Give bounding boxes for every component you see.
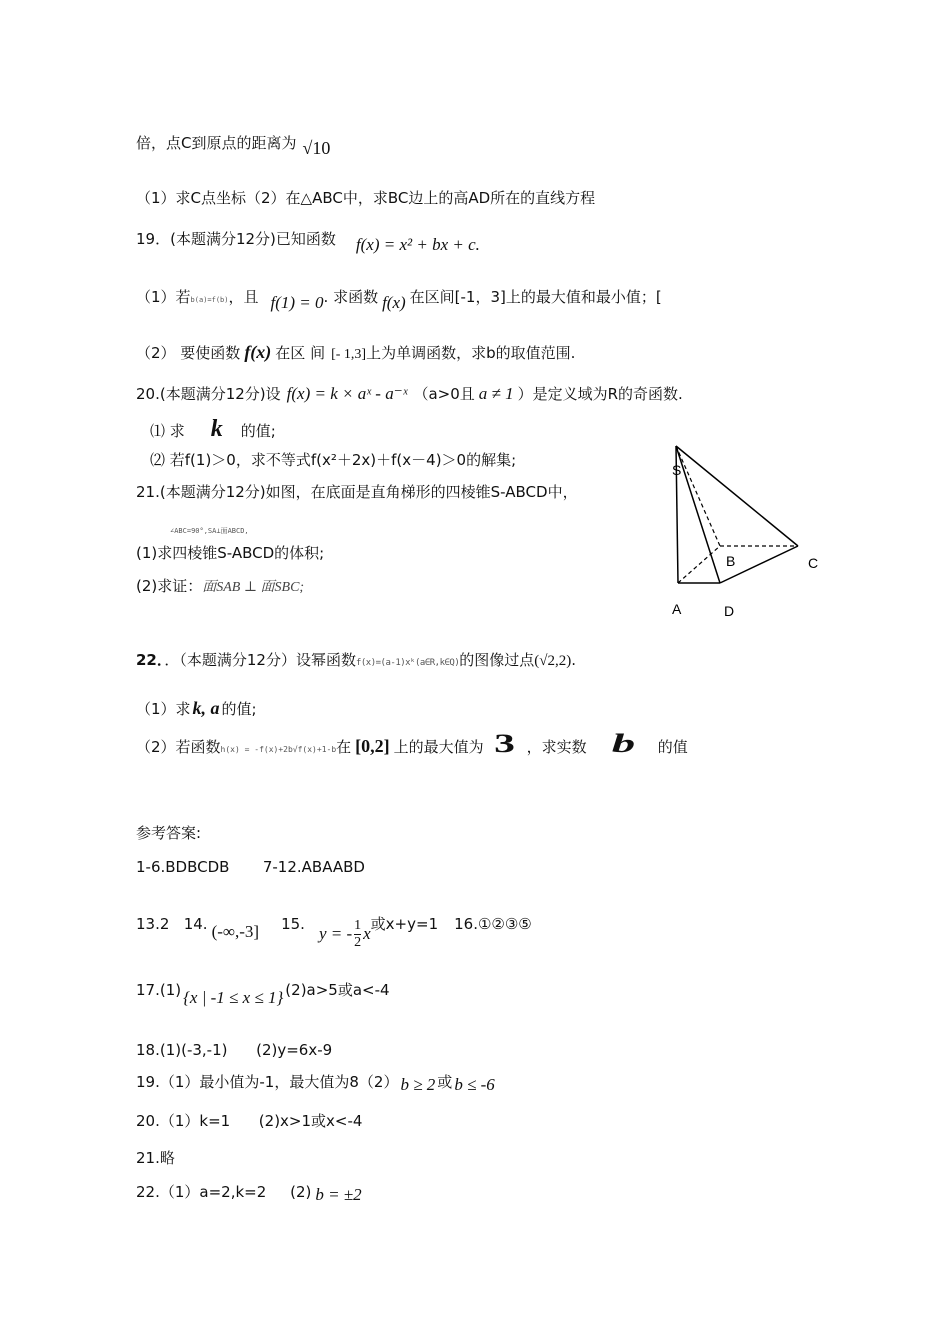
q22-title-a: ．（本题满分12分）设幂函数 [164,651,356,669]
q20-title-c: ）是定义域为R的奇函数. [517,385,683,403]
q21-part1: (1)求四棱锥S-ABCD的体积; [136,544,325,562]
q22-part2 [136,729,688,760]
q20-title [136,384,683,404]
q21-part2 [136,576,304,598]
q21-condition-image [170,518,249,541]
answer-17-b: (2)a>5或a<-4 [285,981,390,999]
q22-p1-a: （1）求 [136,700,191,718]
q22-point: (√2,2) [534,653,572,669]
q21-p2-math: 面SAB ⊥ 面SBC; [202,580,305,595]
answer-15-b: 或x+y=1 [370,915,439,933]
q18-parts: （1）求C点坐标（2）在△ABC中，求BC边上的高AD所在的直线方程 [136,189,596,207]
answer-22-m: b = ±2 [315,1185,362,1204]
q22-p1-vars: k, a [192,698,220,718]
q22-p2-interval: [0,2] [355,736,390,756]
answer-18: 18.(1)(-3,-1) (2)y=6x-9 [136,1041,333,1059]
q19-part1 [136,287,662,310]
q18-cont-text: 倍，点C到原点的距离为 [136,134,297,152]
q22-p2-a: （2）若函数 [136,738,221,756]
q20-title-b: （a>0且 [413,385,475,403]
q22-p2-three: 3 [493,729,515,758]
label-C: C [808,555,819,571]
q20-part1 [150,416,276,442]
q19-p1-d: 在区间[-1，3]上的最大值和最小值；[ [409,288,662,306]
label-S: S [672,462,682,478]
q20-p1-a: ⑴ 求 [150,422,185,440]
answer-22-a: 22.（1）a=2,k=2 (2) [136,1183,312,1201]
label-D: D [724,603,735,619]
answer-20: 20.（1）k=1 (2)x>1或x<-4 [136,1112,363,1130]
answer-13-14: 13.2 14. [136,915,208,933]
answer-19-m1: b ≥ 2 [400,1075,436,1094]
answer-15-fraction [354,918,361,951]
answer-15-den: 2 [354,935,362,950]
answers-1-12: 1-6.BDBCDB 7-12.ABAABD [136,858,365,876]
q22-title-c: . [571,651,577,669]
q22-func-image: f(x)=(a-1)xᵏ(a∈R,k∈Q) [355,658,460,668]
q20-p1-b: 的值; [240,422,276,440]
q20-title-a: 20.(本题满分12分)设 [136,385,281,403]
answer-15-num: 1 [354,918,362,933]
q20-k: k [210,416,223,442]
q22-p2-b-var: b [611,729,635,758]
q19-title [136,229,480,254]
answer-19-m2: b ≤ -6 [454,1075,495,1094]
edge-SD [676,446,720,583]
q22-p2-b: 在 [336,738,352,756]
q22-p2-func-image: h(x) = -f(x)+2b√f(x)+1-b [220,745,337,754]
answer-15-label: 15. [281,915,305,933]
edge-SC [676,446,798,546]
answers-13-16 [136,908,532,950]
answer-19 [136,1072,495,1092]
q21-p2-a: (2)求证： [136,577,203,595]
q19-p2-interval: [- 1,3] [331,347,367,362]
q19-p2-fx: f(x) [244,342,272,362]
q18-continuation [136,132,331,158]
q19-p1-fx: f(x) [382,293,406,312]
answer-15-x: x [363,924,371,943]
q21-cond-img: ∠ABC=90°,SA⊥面ABCD, [170,527,249,535]
q19-p2-c: 上为单调函数，求b的取值范围. [366,344,576,362]
q19-title-text: 19．(本题满分12分)已知函数 [136,230,336,248]
q19-function: f(x) = x² + bx + c. [355,235,480,254]
answer-17-a: 17.(1) [136,981,182,999]
q22-title [136,650,576,673]
answer-15-eq: y = - [318,924,353,943]
pyramid-figure [660,440,820,625]
q19-p1-a: （1）若 [136,288,191,306]
answer-14-math: (-∞,-3] [211,922,260,941]
answer-17 [136,980,390,1007]
q22-p2-d: ，求实数 [526,738,587,756]
q22-num: 22． [136,651,165,669]
label-A: A [672,601,682,617]
q19-p1-b: ，且 [228,288,259,306]
q19-p2-b: 在区 间 [275,344,326,362]
q22-title-b: 的图像过点 [459,651,535,669]
q19-part2 [136,342,575,365]
q19-p1-condition-image: b(a)=f(b) [190,296,229,304]
q19-p1-c: . 求函数 [323,288,379,306]
q22-part1 [136,698,257,719]
q18-sqrt10: √10 [302,138,331,158]
q19-p2-a: （2） 要使函数 [136,344,241,362]
answer-17-set: {x | -1 ≤ x ≤ 1} [183,988,284,1007]
answer-21: 21.略 [136,1149,175,1167]
answer-22 [136,1182,362,1202]
q19-p1-cond: f(1) = 0 [270,293,324,312]
edge-SB [676,446,720,546]
answer-19-a: 19.（1）最小值为-1，最大值为8（2） [136,1073,399,1091]
label-B: B [726,553,736,569]
q22-p1-b: 的值; [221,700,257,718]
q22-p2-c: 上的最大值为 [393,738,484,756]
q20-function: f(x) = k × aˣ - a⁻ˣ [286,384,408,403]
answer-16: 16.①②③⑤ [454,915,532,933]
answer-19-or: 或 [437,1073,453,1091]
q20-part2: ⑵ 若f(1)＞0，求不等式f(x²＋2x)＋f(x－4)＞0的解集; [150,451,517,469]
answers-heading: 参考答案: [136,824,202,842]
q20-cond: a ≠ 1 [478,384,514,403]
q22-p2-e: 的值 [657,738,688,756]
q21-title: 21.(本题满分12分)如图，在底面是直角梯形的四棱锥S-ABCD中， [136,483,578,501]
